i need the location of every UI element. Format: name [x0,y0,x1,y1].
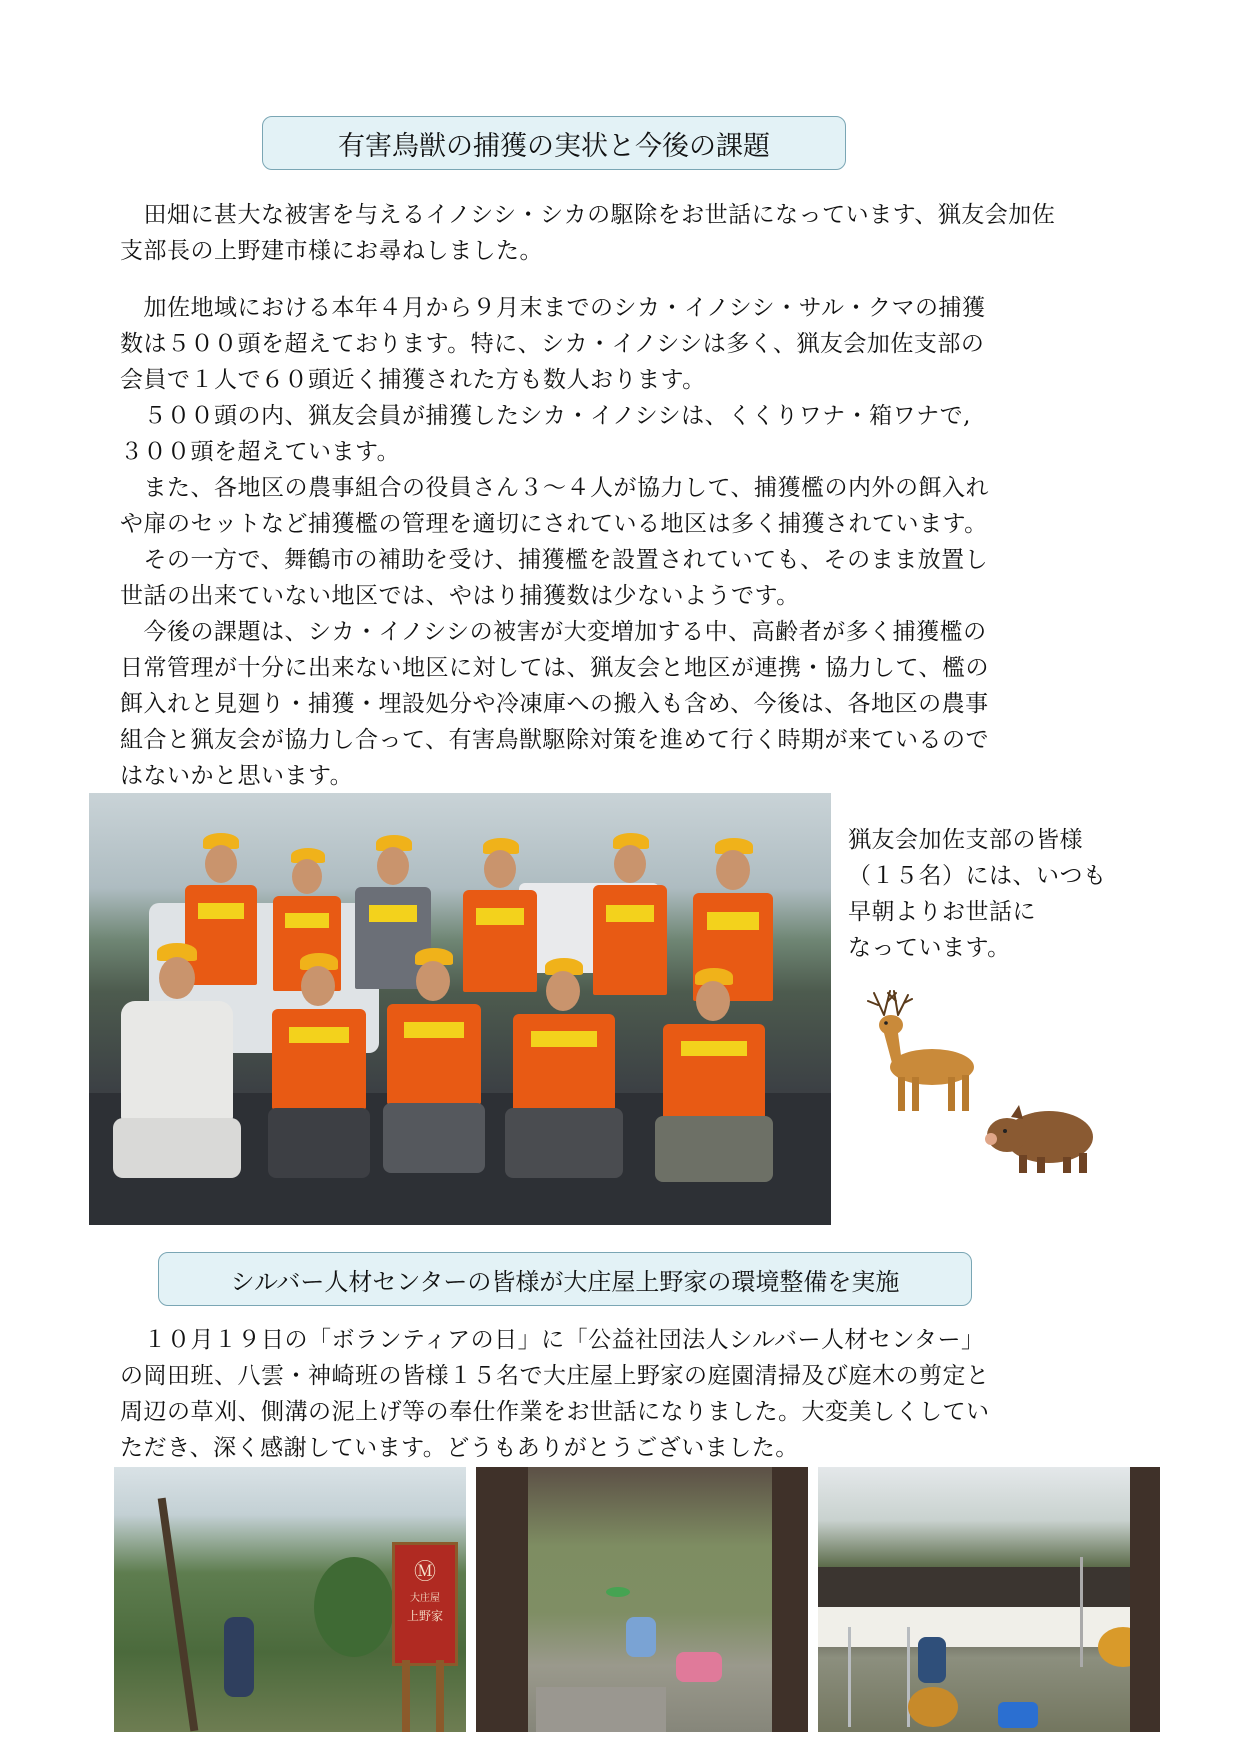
hunter-figure [649,968,779,1198]
section-heading-wildlife [262,116,846,170]
hunter-figure [499,958,629,1198]
tree-pruning-photo [818,1467,1160,1732]
hunter-figure [379,948,489,1198]
garden-cleaning-photo [476,1467,808,1732]
hunters-group-photo [89,793,831,1225]
group-photo-caption: 猟友会加佐支部の皆様 （１５名）には、いつも 早朝よりお世話に なっています。 [848,827,1107,961]
wildlife-report-paragraph: 加佐地域における本年４月から９月末までのシカ・イノシシ・サル・クマの捕獲 数は５００頭を超えております。特に、シカ・イノシシは多く、猟友会加佐支部の 会員で１人で６０頭近く捕獲された方も数人おります。 ５００頭の内、猟友会員が捕獲したシカ・イノシシは、くくりワナ・箱ワナで, ３００頭を超えています。 また、各地区の農事組合の役員さん３～４人が協力して、捕獲檻の内外の餌入れ や扉のセットなど捕獲檻の管理を適切にされている地区は多く捕獲されています。 その一方で、舞鶴市の補助を受け、捕獲檻を設置されていても、そのまま放置し 世話の出来ていない地区では、やはり捕獲数は少ないようです。 今後の課題は、シカ・イノシシの被害が大変増加する中、高齢者が多く捕獲檻の 日常管理が十分に出来ない地区に対しては、猟友会と地区が連携・協力して、檻の 餌入れと見廻り・捕獲・埋設処分や冷凍庫への搬入も含め、今後は、各地区の農事 組合と猟友会が協力し合って、有害鳥獣駆除対策を進めて行く時期が来ているので はないかと思います。 [120,295,990,789]
signboard-line1: 大庄屋 [410,1593,440,1604]
intro-paragraph: 田畑に甚大な被害を与えるイノシシ・シカの駆除をお世話になっています、猟友会加佐 支部長の上野建市様にお尋ねしました。 [120,202,1056,264]
hunter-figure [107,943,247,1203]
section-heading-silver-center-text: シルバー人材センターの皆様が大庄屋上野家の環境整備を実施 [230,1267,900,1296]
hunter-figure [264,953,374,1203]
section-heading-wildlife-text: 有害鳥獣の捕獲の実状と今後の課題 [338,130,770,162]
section-heading-silver-center [158,1252,972,1306]
signboard-line2: 上野家 [406,1609,443,1623]
volunteer-report-paragraph: １０月１９日の「ボランティアの日」に「公益社団法人シルバー人材センター」 の岡田班、八雲・神崎班の皆様１５名で大庄屋上野家の庭園清掃及び庭木の剪定と 周辺の草刈、側溝の泥上げ等の奉仕作業をお世話になりました。大変美しくしてい ただき、深く感謝しています。どうもありがとうございました。 [120,1327,990,1461]
boar-icon [985,1095,1097,1177]
deer-icon [864,985,984,1117]
garden-signboard-photo: Ⓜ 大庄屋 上野家 [114,1467,466,1732]
